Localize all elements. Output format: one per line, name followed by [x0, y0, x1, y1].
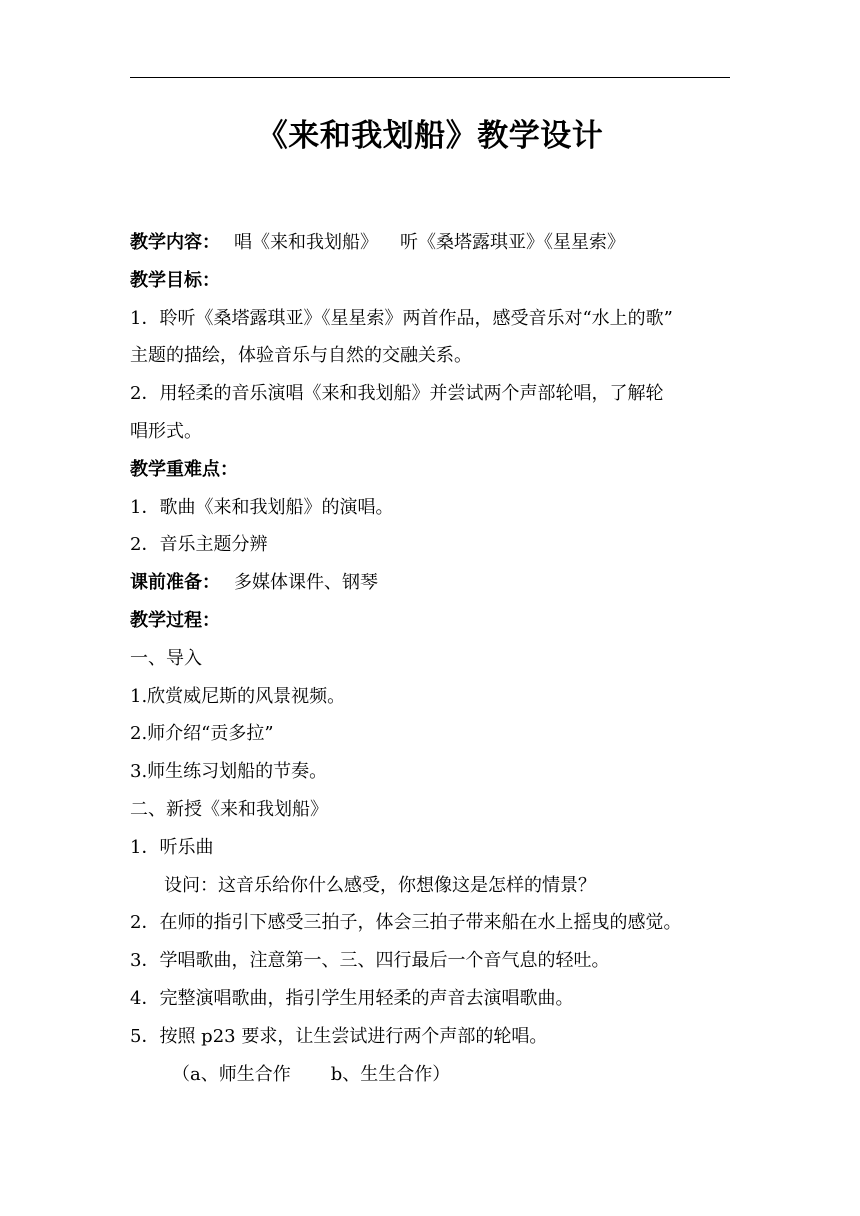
part-2-step-4: 4．完整演唱歌曲，指引学生用轻柔的声音去演唱歌曲。 — [130, 987, 574, 1009]
part-2-step-5: 5．按照 p23 要求，让生尝试进行两个声部的轮唱。 — [130, 1025, 548, 1047]
teaching-content-label: 教学内容： — [130, 232, 220, 253]
document-title: 《来和我划船》教学设计 — [256, 118, 604, 154]
part-1-step-3: 3.师生练习划船的节奏。 — [130, 761, 328, 783]
preparation-line — [130, 564, 735, 602]
part-1-step-2: 2.师介绍“贡多拉” — [130, 723, 274, 745]
goal-1-line-1: 1．聆听《桑塔露琪亚》《星星索》两首作品，感受音乐对“水上的歌” — [130, 307, 673, 329]
goal-2-line-1: 2．用轻柔的音乐演唱《来和我划船》并尝试两个声部轮唱，了解轮 — [130, 383, 664, 405]
part-2-step-2: 2．在师的指引下感受三拍子，体会三拍子带来船在水上摇曳的感觉。 — [130, 912, 682, 934]
option-b: b、生生合作） — [330, 1063, 451, 1085]
teaching-content-sing: 唱《来和我划船》 — [234, 232, 378, 253]
part-2-step-3: 3．学唱歌曲，注意第一、三、四行最后一个音气息的轻吐。 — [130, 950, 610, 972]
part-2-heading: 二、新授《来和我划船》 — [130, 798, 328, 820]
preparation-value: 多媒体课件、钢琴 — [234, 572, 378, 594]
teaching-goals-label: 教学目标： — [130, 269, 220, 291]
teaching-content-listen: 听《桑塔露琪亚》《星星索》 — [400, 232, 625, 253]
part-2-step-1: 1．听乐曲 — [130, 836, 214, 858]
document-body — [130, 224, 735, 1093]
key-point-1: 1．歌曲《来和我划船》的演唱。 — [130, 496, 394, 518]
process-label: 教学过程： — [130, 609, 220, 631]
preparation-label: 课前准备： — [130, 572, 220, 594]
goal-1-line-2: 主题的描绘，体验音乐与自然的交融关系。 — [130, 345, 472, 367]
header-rule — [130, 77, 730, 78]
part-1-step-1: 1.欣赏威尼斯的风景视频。 — [130, 685, 346, 707]
part-2-question: 设问：这音乐给你什么感受，你想像这是怎样的情景？ — [164, 874, 596, 896]
part-2-options — [130, 1056, 735, 1094]
key-point-2: 2．音乐主题分辨 — [130, 534, 268, 556]
key-points-label: 教学重难点： — [130, 458, 238, 480]
option-a: （a、师生合作 — [172, 1063, 291, 1085]
part-1-heading: 一、导入 — [130, 647, 202, 669]
goal-2-line-2: 唱形式。 — [130, 420, 202, 442]
teaching-content-line — [130, 224, 735, 262]
